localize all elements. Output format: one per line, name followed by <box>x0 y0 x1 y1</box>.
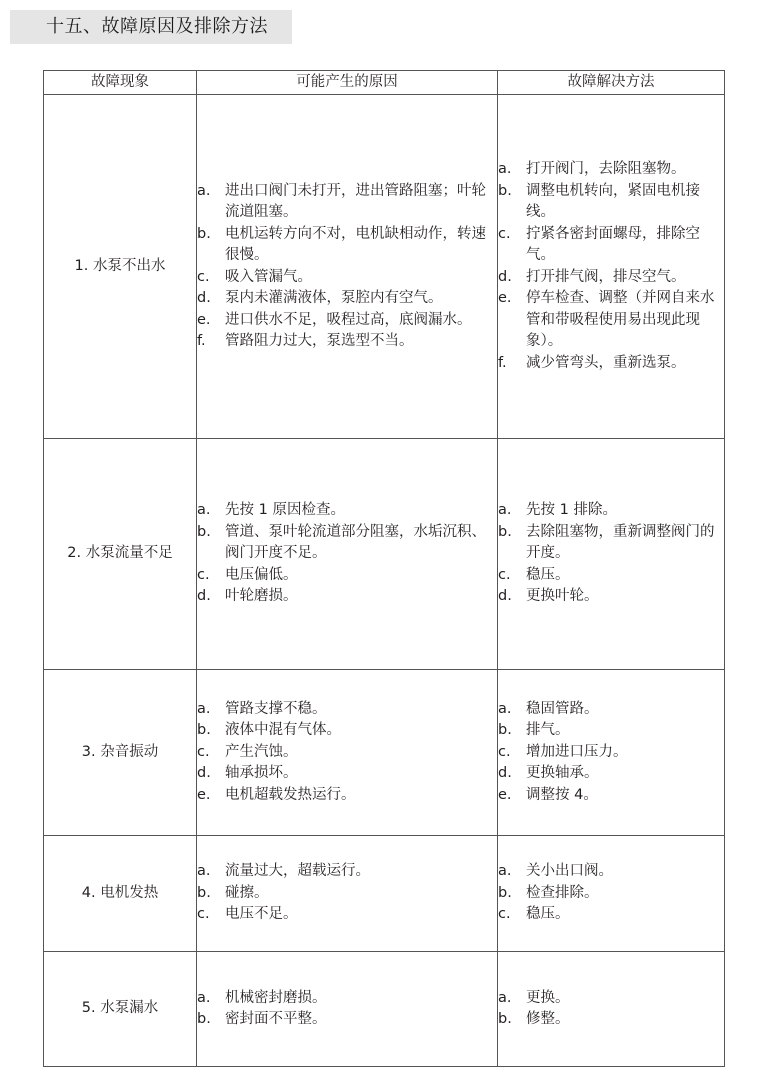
solution-item <box>498 267 724 289</box>
item-text: 去除阻塞物，重新调整阀门的开度。 <box>526 523 715 562</box>
cause-item <box>197 785 497 807</box>
section-title: 十五、故障原因及排除方法 <box>10 10 292 44</box>
cause-item <box>197 331 497 353</box>
item-marker: a. <box>197 502 211 519</box>
cause-cell <box>197 836 498 952</box>
item-text: 打开阀门，去除阻塞物。 <box>526 161 686 177</box>
item-text: 进口供水不足，吸程过高，底阀漏水。 <box>225 311 472 328</box>
item-text: 流量过大，超载运行。 <box>225 863 370 880</box>
item-text: 机械密封磨损。 <box>225 989 327 1006</box>
item-text: 吸入管漏气。 <box>225 268 312 285</box>
item-text: 泵内未灌满液体，泵腔内有空气。 <box>225 290 443 306</box>
item-marker: d. <box>498 765 512 782</box>
item-marker: a. <box>498 863 512 880</box>
item-text: 管路阻力过大，泵选型不当。 <box>225 333 414 349</box>
item-text: 排气。 <box>526 722 570 739</box>
cause-item <box>197 565 497 587</box>
cause-item <box>197 861 497 883</box>
item-text: 更换轴承。 <box>526 765 599 782</box>
solution-item <box>498 522 724 565</box>
cause-item <box>197 763 497 785</box>
cause-item <box>197 742 497 764</box>
table-row <box>44 95 725 439</box>
solution-item <box>498 224 724 267</box>
item-marker: c. <box>197 906 210 923</box>
solution-item <box>498 159 724 181</box>
item-text: 先按 1 原因检查。 <box>225 502 345 519</box>
item-marker: c. <box>197 566 210 583</box>
item-text: 碰擦。 <box>225 884 269 901</box>
item-marker: d. <box>197 290 211 306</box>
item-marker: b. <box>498 884 512 901</box>
header-causes: 可能产生的原因 <box>197 71 498 95</box>
item-marker: a. <box>197 863 211 880</box>
fault-table <box>43 70 725 1067</box>
cause-item <box>197 720 497 742</box>
item-text: 先按 1 排除。 <box>526 502 617 519</box>
item-text: 电机运转方向不对，电机缺相动作，转速很慢。 <box>225 225 486 263</box>
item-marker: e. <box>197 311 211 328</box>
item-marker: c. <box>498 225 511 242</box>
cause-list <box>197 181 497 353</box>
fault-symptom: 5. 水泵漏水 <box>44 952 197 1067</box>
solution-item <box>498 861 724 883</box>
header-symptom: 故障现象 <box>44 71 197 95</box>
solution-item <box>498 565 724 587</box>
solution-item <box>498 988 724 1010</box>
item-marker: f. <box>197 333 206 349</box>
cause-item <box>197 500 497 522</box>
item-text: 关小出口阀。 <box>526 863 613 880</box>
cause-item <box>197 586 497 608</box>
item-text: 打开排气阀，排尽空气。 <box>526 268 686 285</box>
solution-item <box>498 353 724 375</box>
item-marker: b. <box>498 523 512 540</box>
solution-item <box>498 763 724 785</box>
item-marker: b. <box>498 1011 512 1027</box>
cause-list <box>197 988 497 1031</box>
cause-item <box>197 224 497 267</box>
cause-item <box>197 1009 497 1031</box>
item-text: 稳固管路。 <box>526 700 599 717</box>
solution-item <box>498 1009 724 1031</box>
item-text: 调整电机转向，紧固电机接线。 <box>526 182 700 220</box>
cause-item <box>197 267 497 289</box>
item-text: 管道、泵叶轮流道部分阻塞，水垢沉积、阀门开度不足。 <box>225 523 486 562</box>
solution-cell <box>498 439 725 670</box>
item-marker: c. <box>498 743 511 760</box>
item-text: 增加进口压力。 <box>526 743 628 760</box>
item-marker: d. <box>498 588 512 605</box>
item-marker: e. <box>498 290 512 306</box>
item-text: 稳压。 <box>526 566 570 583</box>
item-text: 液体中混有气体。 <box>225 722 341 739</box>
item-text: 拧紧各密封面螺母，排除空气。 <box>526 225 700 263</box>
cause-list <box>197 861 497 926</box>
item-marker: d. <box>197 588 211 605</box>
item-marker: a. <box>197 989 211 1006</box>
cause-cell <box>197 439 498 670</box>
cause-item <box>197 181 497 224</box>
solution-item <box>498 742 724 764</box>
item-marker: f. <box>498 354 507 371</box>
item-marker: b. <box>498 182 512 199</box>
item-marker: a. <box>498 700 512 717</box>
item-text: 减少管弯头，重新选泵。 <box>526 354 686 371</box>
item-text: 修整。 <box>526 1011 570 1027</box>
item-marker: b. <box>197 225 211 242</box>
solution-item <box>498 586 724 608</box>
cause-item <box>197 904 497 926</box>
item-marker: b. <box>498 722 512 739</box>
table-row <box>44 952 725 1067</box>
solution-cell <box>498 95 725 439</box>
item-marker: c. <box>197 743 210 760</box>
table-row <box>44 836 725 952</box>
item-text: 检查排除。 <box>526 884 599 901</box>
item-marker: a. <box>498 161 512 177</box>
item-marker: b. <box>197 1011 211 1027</box>
solution-list <box>498 988 724 1031</box>
item-marker: d. <box>498 268 512 285</box>
solution-list <box>498 159 724 374</box>
item-marker: b. <box>197 523 211 540</box>
solution-cell <box>498 836 725 952</box>
solution-list <box>498 699 724 807</box>
item-text: 密封面不平整。 <box>225 1011 327 1027</box>
solution-list <box>498 861 724 926</box>
cause-cell <box>197 952 498 1067</box>
solution-item <box>498 288 724 353</box>
item-text: 进出口阀门未打开，进出管路阻塞；叶轮流道阻塞。 <box>225 182 486 220</box>
item-marker: a. <box>197 700 211 717</box>
cause-cell <box>197 670 498 836</box>
solution-item <box>498 883 724 905</box>
item-text: 停车检查、调整（并网自来水管和带吸程使用易出现此现象）。 <box>526 290 715 349</box>
item-text: 更换叶轮。 <box>526 588 599 605</box>
table-header-row <box>44 71 725 95</box>
item-marker: c. <box>498 906 511 923</box>
cause-item <box>197 883 497 905</box>
item-marker: d. <box>197 765 211 782</box>
cause-list <box>197 699 497 807</box>
item-marker: b. <box>197 884 211 901</box>
cause-item <box>197 522 497 565</box>
solution-item <box>498 500 724 522</box>
solution-item <box>498 699 724 721</box>
item-marker: c. <box>498 566 511 583</box>
item-marker: a. <box>498 502 512 519</box>
item-marker: a. <box>197 182 211 199</box>
fault-symptom: 2. 水泵流量不足 <box>44 439 197 670</box>
item-marker: b. <box>197 722 211 739</box>
table-row <box>44 439 725 670</box>
item-text: 稳压。 <box>526 906 570 923</box>
cause-cell <box>197 95 498 439</box>
item-text: 电压偏低。 <box>225 566 298 583</box>
item-marker: e. <box>197 786 211 803</box>
item-text: 调整按 4。 <box>526 786 598 803</box>
item-marker: c. <box>197 268 210 285</box>
fault-symptom: 4. 电机发热 <box>44 836 197 952</box>
item-text: 电压不足。 <box>225 906 298 923</box>
item-text: 轴承损坏。 <box>225 765 298 782</box>
solution-item <box>498 720 724 742</box>
cause-item <box>197 988 497 1010</box>
item-text: 管路支撑不稳。 <box>225 700 327 717</box>
fault-symptom: 3. 杂音振动 <box>44 670 197 836</box>
cause-list <box>197 500 497 608</box>
item-marker: a. <box>498 989 512 1006</box>
solution-cell <box>498 952 725 1067</box>
cause-item <box>197 288 497 310</box>
item-text: 叶轮磨损。 <box>225 588 298 605</box>
table-row <box>44 670 725 836</box>
cause-item <box>197 699 497 721</box>
solution-cell <box>498 670 725 836</box>
solution-list <box>498 500 724 608</box>
item-marker: e. <box>498 786 512 803</box>
fault-symptom: 1. 水泵不出水 <box>44 95 197 439</box>
solution-item <box>498 904 724 926</box>
header-solutions: 故障解决方法 <box>498 71 725 95</box>
cause-item <box>197 310 497 332</box>
solution-item <box>498 181 724 224</box>
item-text: 更换。 <box>526 989 570 1006</box>
solution-item <box>498 785 724 807</box>
item-text: 产生汽蚀。 <box>225 743 298 760</box>
item-text: 电机超载发热运行。 <box>225 786 356 803</box>
